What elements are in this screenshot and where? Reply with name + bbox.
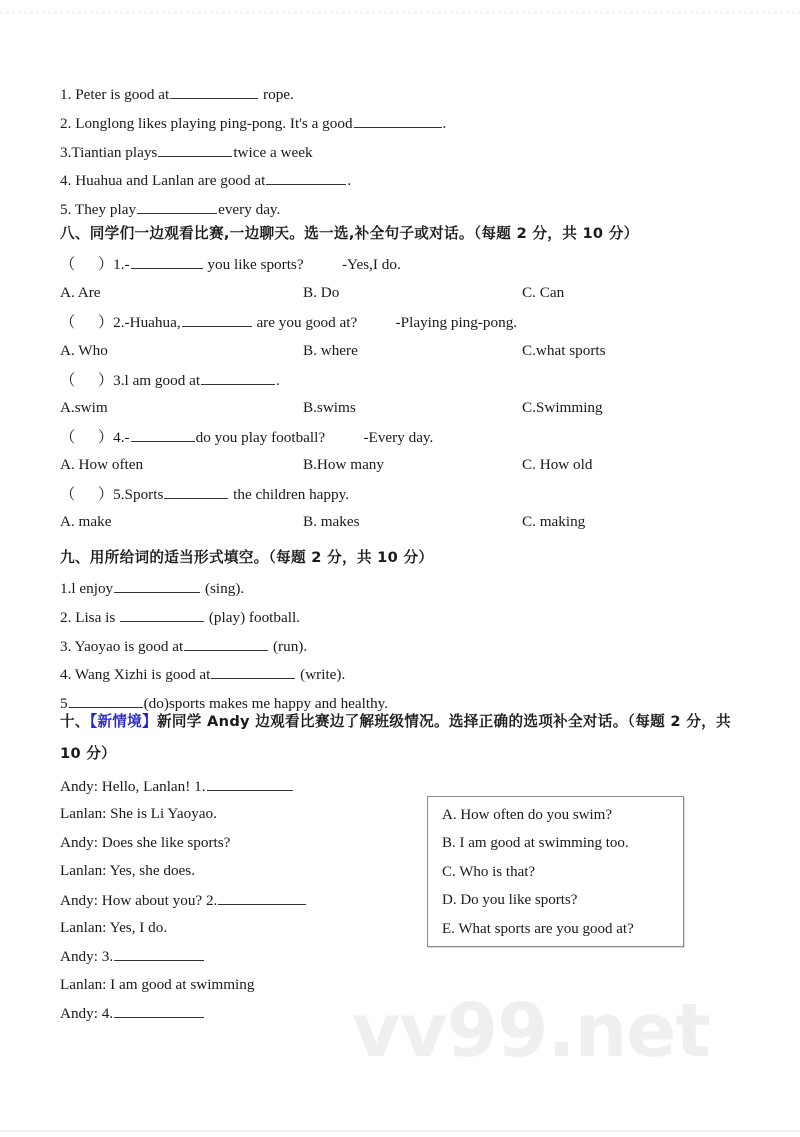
mc-choice-b <box>303 341 358 361</box>
fill-blank-suffix: . <box>347 172 352 190</box>
dialogue-line <box>60 776 294 797</box>
word-form-prefix: 1.l enjoy <box>60 579 114 597</box>
fill-blank-prefix: 3.Tiantian plays <box>60 143 158 161</box>
answer-blank[interactable] <box>207 776 293 791</box>
option-item[interactable]: E. What sports are you good at? <box>442 920 634 937</box>
word-form-prefix: 5 <box>60 695 68 713</box>
option-item[interactable]: B. I am good at swimming too. <box>442 835 629 852</box>
mc-stem-prefix: （ ）2.-Huahua, <box>60 313 181 331</box>
mc-choice-label: B.How many <box>303 456 384 473</box>
mc-stem-prefix: （ ）5.Sports <box>60 485 164 503</box>
dialogue-line <box>60 804 217 824</box>
dialogue-line <box>60 975 254 995</box>
mc-choice-b <box>303 283 339 303</box>
mc-choice-c <box>522 455 592 475</box>
section-ten-new-context-tag: 【新情境】 <box>89 713 157 730</box>
section-eight-heading: 八、同学们一边观看比赛,一边聊天。选一选,补全句子或对话。（每题 2 分，共 10 分） <box>60 225 639 242</box>
dialogue-text: Andy: 3. <box>60 948 114 966</box>
mc-stem-prefix: （ ）1.- <box>60 255 130 273</box>
answer-blank[interactable] <box>266 170 346 185</box>
section-ten-heading-index: 十、 <box>60 713 90 730</box>
answer-blank[interactable] <box>114 946 204 961</box>
mc-stem-answer: -Yes,I do. <box>311 255 401 273</box>
answer-blank[interactable] <box>131 427 195 442</box>
word-form-suffix: (do)sports makes me happy and healthy. <box>143 695 389 713</box>
answer-blank[interactable] <box>69 693 143 708</box>
dialogue-line <box>60 946 205 967</box>
mc-stem-prefix: （ ）3.l am good at <box>60 371 201 389</box>
word-form-item <box>60 607 300 628</box>
fill-blank-suffix: rope. <box>259 85 294 103</box>
mc-stem-suffix: you like sports? <box>203 255 304 273</box>
section-nine-heading: 九、用所给词的适当形式填空。（每题 2 分，共 10 分） <box>60 549 434 566</box>
mc-choice-label: A. How often <box>60 456 144 473</box>
mc-question-stem <box>60 254 401 275</box>
mc-stem-suffix: do you play football? <box>195 428 326 446</box>
mc-stem-suffix: are you good at? <box>252 313 358 331</box>
mc-choice-a <box>60 341 108 361</box>
mc-stem-answer: -Every day. <box>333 428 434 446</box>
mc-choice-a <box>60 283 101 303</box>
answer-blank[interactable] <box>354 113 442 128</box>
dialogue-line <box>60 890 307 911</box>
dialogue-line <box>60 918 167 938</box>
mc-stem-answer: -Playing ping-pong. <box>365 313 518 331</box>
dialogue-text: Lanlan: She is Li Yaoyao. <box>60 805 217 823</box>
word-form-item <box>60 693 388 714</box>
fill-blank-item <box>60 199 280 220</box>
dialogue-text: Andy: 4. <box>60 1005 114 1023</box>
dialogue-line <box>60 1003 205 1024</box>
answer-blank[interactable] <box>182 312 252 327</box>
answer-blank[interactable] <box>170 84 258 99</box>
mc-choice-label: B. where <box>303 342 358 359</box>
section-ten-heading-line2: 10 分） <box>60 745 117 762</box>
section-ten-heading-text: 新同学 Andy 边观看比赛边了解班级情况。选择正确的选项补全对话。（每题 2 分，共 <box>156 713 731 730</box>
mc-choice-c <box>522 512 585 532</box>
word-form-suffix: (play) football. <box>205 608 300 626</box>
dialogue-text: Lanlan: I am good at swimming <box>60 975 255 993</box>
mc-choice-label: A.swim <box>60 399 108 416</box>
dialogue-text: Andy: How about you? 2. <box>60 891 218 909</box>
mc-choice-label: C.what sports <box>522 342 606 359</box>
option-item[interactable]: C. Who is that? <box>442 863 536 880</box>
answer-blank[interactable] <box>131 254 203 269</box>
fill-blank-item <box>60 170 351 191</box>
word-form-suffix: (run). <box>269 637 308 655</box>
answer-blank[interactable] <box>137 199 217 214</box>
mc-choice-label: B. makes <box>303 513 360 530</box>
scan-artifact-bottom <box>0 1130 800 1132</box>
option-item[interactable]: A. How often do you swim? <box>442 807 612 823</box>
site-watermark: vv99.net <box>352 988 710 1074</box>
mc-choice-c <box>522 283 564 303</box>
fill-blank-suffix: every day. <box>218 201 281 219</box>
answer-blank[interactable] <box>211 664 295 679</box>
word-form-item <box>60 578 244 599</box>
dialogue-line <box>60 861 195 881</box>
mc-choice-c <box>522 398 603 418</box>
mc-stem-prefix: （ ）4.- <box>60 428 130 446</box>
dialogue-text: Lanlan: Yes, I do. <box>60 919 168 936</box>
word-form-suffix: (sing). <box>201 579 245 597</box>
mc-question-stem <box>60 484 349 505</box>
fill-blank-prefix: 5. They play <box>60 201 137 219</box>
dialogue-text: Andy: Does she like sports? <box>60 833 231 851</box>
section-ten-heading <box>60 712 731 732</box>
mc-question-stem <box>60 312 517 333</box>
mc-question-stem <box>60 370 280 391</box>
answer-blank[interactable] <box>164 484 228 499</box>
mc-choice-label: A. Are <box>60 284 101 301</box>
mc-choice-a <box>60 512 111 532</box>
mc-choice-b <box>303 455 384 475</box>
word-form-prefix: 3. Yaoyao is good at <box>60 637 184 655</box>
fill-blank-prefix: 2. Longlong likes playing ping-pong. It's a good <box>60 114 353 132</box>
word-form-prefix: 4. Wang Xizhi is good at <box>60 666 211 684</box>
option-item[interactable]: D. Do you like sports? <box>442 892 578 909</box>
mc-choice-label: A. make <box>60 513 112 530</box>
fill-blank-prefix: 1. Peter is good at <box>60 85 170 103</box>
answer-blank[interactable] <box>114 1003 204 1018</box>
fill-blank-item <box>60 84 294 105</box>
answer-blank[interactable] <box>184 636 268 651</box>
mc-choice-label: B.swims <box>303 399 356 416</box>
answer-blank[interactable] <box>120 607 204 622</box>
section-ten-options-box <box>427 796 684 947</box>
mc-choice-label: C. making <box>522 513 586 530</box>
mc-choice-label: A. Who <box>60 342 108 359</box>
answer-blank[interactable] <box>114 578 200 593</box>
word-form-suffix: (write). <box>296 666 346 684</box>
mc-stem-suffix: . <box>276 371 280 389</box>
scan-artifact-top <box>0 11 800 14</box>
fill-blank-item <box>60 113 446 134</box>
answer-blank[interactable] <box>158 142 232 157</box>
mc-choice-a <box>60 398 108 418</box>
dialogue-text: Lanlan: Yes, she does. <box>60 862 195 880</box>
mc-choice-label: C. How old <box>522 456 593 473</box>
mc-choice-label: B. Do <box>303 284 340 301</box>
answer-blank[interactable] <box>218 890 306 905</box>
mc-choice-b <box>303 512 360 532</box>
mc-choice-a <box>60 455 143 475</box>
word-form-prefix: 2. Lisa is <box>60 608 120 626</box>
word-form-item <box>60 636 307 657</box>
fill-blank-suffix: twice a week <box>233 143 313 161</box>
mc-choice-label: C.Swimming <box>522 399 603 416</box>
fill-blank-suffix: . <box>442 114 447 132</box>
fill-blank-prefix: 4. Huahua and Lanlan are good at <box>60 172 266 190</box>
mc-choice-label: C. Can <box>522 284 565 301</box>
answer-blank[interactable] <box>201 370 275 385</box>
mc-question-stem <box>60 427 433 448</box>
mc-choice-c <box>522 341 606 361</box>
dialogue-text: Andy: Hello, Lanlan! 1. <box>60 777 206 795</box>
fill-blank-item <box>60 142 313 163</box>
word-form-item <box>60 664 345 685</box>
dialogue-line <box>60 833 230 853</box>
mc-stem-suffix: the children happy. <box>229 485 350 503</box>
mc-choice-b <box>303 398 356 418</box>
